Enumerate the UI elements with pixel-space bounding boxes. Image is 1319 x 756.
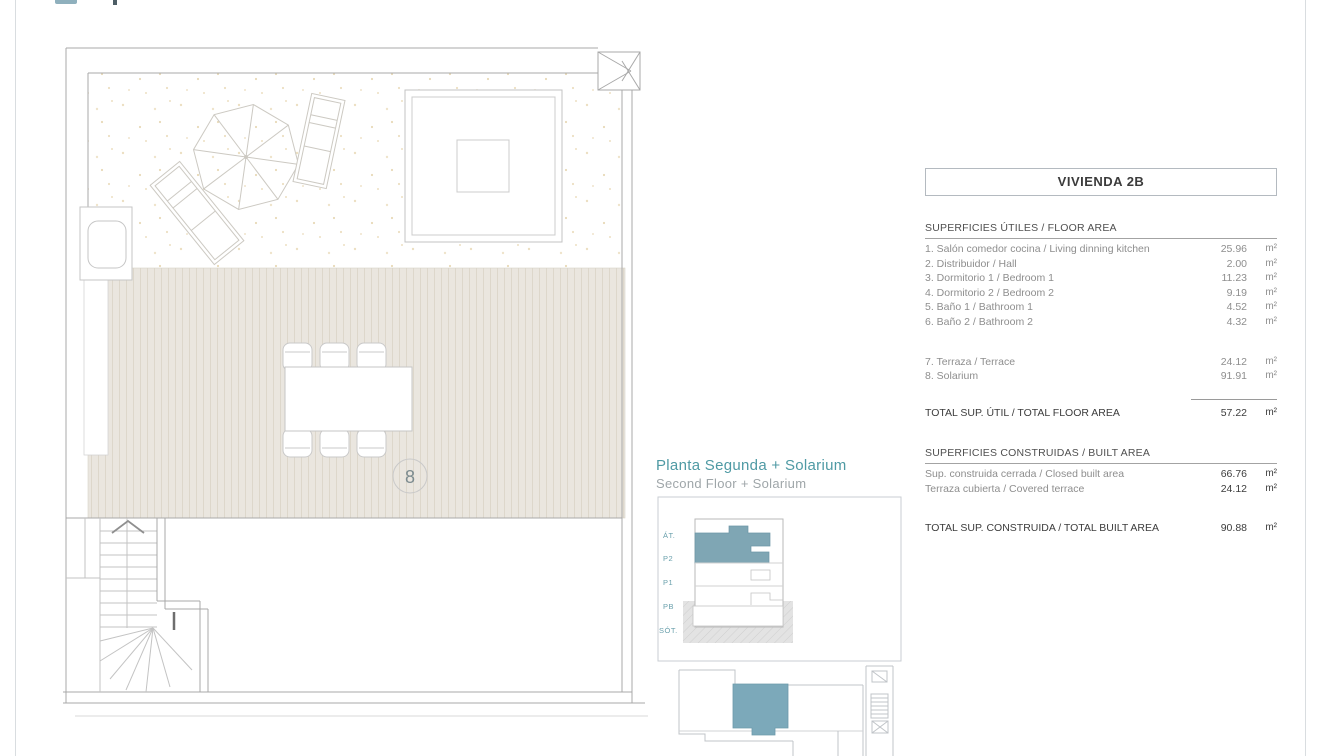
row-label: 6. Baño 2 / Bathroom 2 <box>925 315 1033 328</box>
row-label: 4. Dormitorio 2 / Bedroom 2 <box>925 286 1054 299</box>
floor-area-total-row <box>925 406 1277 421</box>
built-area-total-row <box>925 521 1277 536</box>
row-unit: m² <box>1265 301 1277 313</box>
total-label: TOTAL SUP. CONSTRUIDA / TOTAL BUILT AREA <box>925 521 1159 534</box>
table-row <box>925 242 1277 257</box>
level-label-p1: P1 <box>663 578 674 587</box>
level-label-at: ÁT. <box>663 531 676 540</box>
level-label-pb: PB <box>663 602 675 611</box>
table-row <box>925 315 1277 330</box>
row-value: 4.52 <box>1226 301 1247 314</box>
unit-title: VIVIENDA 2B <box>925 168 1277 196</box>
area-table <box>925 222 1277 535</box>
dining-table <box>285 367 412 431</box>
unit-spec-panel <box>925 168 1277 535</box>
row-label: Terraza cubierta / Covered terrace <box>925 482 1085 495</box>
table-row <box>925 467 1277 482</box>
total-label: TOTAL SUP. ÚTIL / TOTAL FLOOR AREA <box>925 406 1120 419</box>
table-row <box>925 482 1277 497</box>
basement-outline <box>693 606 783 626</box>
row-value: 9.19 <box>1226 286 1247 299</box>
level-label-sot: SÓT. <box>659 626 678 635</box>
built-area-header: SUPERFICIES CONSTRUIDAS / BUILT AREA <box>925 447 1277 464</box>
key-plan-core <box>866 666 893 756</box>
total-unit: m² <box>1265 406 1277 418</box>
level-label-p2: P2 <box>663 554 674 563</box>
table-row <box>925 286 1277 301</box>
stairs <box>66 518 192 692</box>
skylight <box>405 90 562 242</box>
total-value: 90.88 <box>1220 521 1247 534</box>
row-unit: m² <box>1265 272 1277 284</box>
row-label: Sup. construida cerrada / Closed built area <box>925 468 1125 481</box>
floor-subtitle: Second Floor + Solarium <box>656 476 807 491</box>
row-value: 25.96 <box>1220 243 1247 255</box>
total-unit: m² <box>1265 521 1277 533</box>
row-label: 8. Solarium <box>925 370 979 383</box>
row-label: 1. Salón comedor cocina / Living dinning kitchen <box>925 243 1150 255</box>
row-value: 4.32 <box>1226 315 1247 328</box>
row-unit: m² <box>1265 257 1277 269</box>
table-row <box>925 355 1277 370</box>
row-unit: m² <box>1265 355 1277 367</box>
row-unit: m² <box>1265 468 1277 480</box>
total-rule <box>1191 399 1277 400</box>
p1-terrace-outline <box>751 570 770 580</box>
floor-title: Planta Segunda + Solarium <box>656 457 847 474</box>
row-unit: m² <box>1265 286 1277 298</box>
table-row <box>925 369 1277 384</box>
vent-box-icon <box>598 52 640 90</box>
key-plan-highlight-unit <box>733 684 788 735</box>
deck-side-strip <box>84 268 108 455</box>
row-value: 11.23 <box>1221 272 1247 285</box>
section-diagram <box>658 497 901 661</box>
floor-caption <box>656 457 916 491</box>
floor-area-header: SUPERFICIES ÚTILES / FLOOR AREA <box>925 222 1277 239</box>
key-plan <box>679 666 893 756</box>
row-value: 66.76 <box>1220 468 1247 481</box>
planter <box>80 207 132 280</box>
row-unit: m² <box>1265 315 1277 327</box>
total-value: 57.22 <box>1220 406 1247 419</box>
row-unit: m² <box>1265 482 1277 494</box>
spacer <box>925 330 1277 355</box>
row-value: 24.12 <box>1220 355 1247 368</box>
row-label: 3. Dormitorio 1 / Bedroom 1 <box>925 272 1054 285</box>
row-value: 91.91 <box>1220 370 1247 383</box>
table-row <box>925 257 1277 272</box>
row-label: 7. Terraza / Terrace <box>925 355 1016 368</box>
stair-walls <box>157 518 208 692</box>
room-number-label: 8 <box>404 467 416 487</box>
row-label: 2. Distribuidor / Hall <box>925 257 1017 270</box>
table-row <box>925 300 1277 315</box>
floor-plan <box>63 48 648 716</box>
row-label: 5. Baño 1 / Bathroom 1 <box>925 301 1033 314</box>
row-value: 24.12 <box>1220 482 1247 495</box>
row-unit: m² <box>1265 370 1277 382</box>
row-unit: m² <box>1265 243 1277 254</box>
table-row <box>925 271 1277 286</box>
row-value: 2.00 <box>1226 257 1247 270</box>
